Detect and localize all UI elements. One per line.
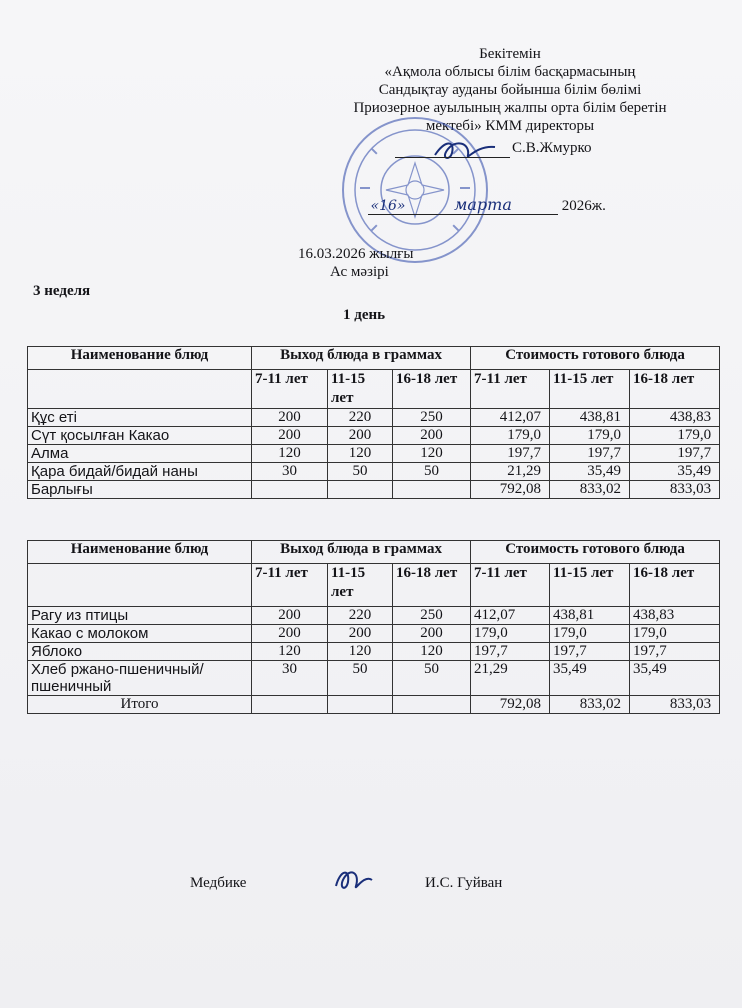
cost-cell: 197,7 (630, 643, 720, 661)
empty-cell (393, 481, 471, 499)
table-row (28, 445, 720, 463)
dish-name: Хлеб ржано-пшеничный/пшеничный (28, 661, 252, 696)
header-cost: Стоимость готового блюда (471, 541, 720, 564)
cost-cell: 35,49 (550, 661, 630, 696)
total-cost-cell: 833,02 (550, 481, 630, 499)
weight-cell: 200 (252, 427, 328, 445)
header-dish-name: Наименование блюд (28, 347, 252, 370)
cost-cell: 35,49 (630, 661, 720, 696)
weight-cell: 200 (393, 625, 471, 643)
weight-cell: 50 (393, 463, 471, 481)
weight-cell: 250 (393, 409, 471, 427)
cost-cell: 35,49 (550, 463, 630, 481)
cost-cell: 197,7 (471, 643, 550, 661)
empty-cell (28, 370, 252, 409)
director-name: С.В.Жмурко (512, 140, 592, 156)
age-header: 7-11 лет (252, 564, 328, 607)
approval-line-2: Сандықтау ауданы бойынша білім бөлімі (378, 82, 642, 98)
table-row (28, 463, 720, 481)
cost-cell: 412,07 (471, 409, 550, 427)
age-header: 7-11 лет (471, 564, 550, 607)
empty-cell (393, 696, 471, 714)
weight-cell: 120 (393, 445, 471, 463)
table-row (28, 661, 720, 696)
age-header: 11-15 лет (328, 370, 393, 409)
weight-cell: 120 (252, 643, 328, 661)
total-cost-cell: 792,08 (471, 696, 550, 714)
age-header: 11-15 лет (328, 564, 393, 607)
weight-cell: 220 (328, 409, 393, 427)
nurse-signature (330, 862, 375, 897)
table-row (28, 625, 720, 643)
cost-cell: 197,7 (471, 445, 550, 463)
weight-cell: 200 (252, 607, 328, 625)
approval-date-year: 2026ж. (561, 198, 606, 214)
total-cost-cell: 833,03 (630, 696, 720, 714)
approval-line-3: Приозерное ауылының жалпы орта білім беретін (353, 100, 667, 116)
table-row (28, 409, 720, 427)
cost-cell: 412,07 (471, 607, 550, 625)
weight-cell: 200 (393, 427, 471, 445)
cost-cell: 179,0 (471, 427, 550, 445)
dish-name: Сүт қосылған Какао (28, 427, 252, 445)
dish-name: Алма (28, 445, 252, 463)
cost-cell: 197,7 (550, 445, 630, 463)
weight-cell: 200 (328, 427, 393, 445)
cost-cell: 179,0 (550, 625, 630, 643)
empty-cell (252, 696, 328, 714)
cost-cell: 197,7 (630, 445, 720, 463)
menu-table-russian (27, 540, 720, 714)
weight-cell: 200 (328, 625, 393, 643)
nurse-role: Медбике (190, 875, 247, 891)
cost-cell: 35,49 (630, 463, 720, 481)
cost-cell: 179,0 (630, 427, 720, 445)
week-label: 3 неделя (33, 283, 91, 299)
weight-cell: 120 (393, 643, 471, 661)
empty-cell (28, 564, 252, 607)
weight-cell: 200 (252, 409, 328, 427)
approval-date-month: марта (408, 195, 558, 215)
cost-cell: 21,29 (471, 463, 550, 481)
day-label: 1 день (343, 307, 386, 323)
header-cost: Стоимость готового блюда (471, 347, 720, 370)
age-header: 16-18 лет (393, 370, 471, 409)
cost-cell: 179,0 (550, 427, 630, 445)
table-row (28, 427, 720, 445)
weight-cell: 50 (328, 463, 393, 481)
header-dish-name: Наименование блюд (28, 541, 252, 564)
total-cost-cell: 833,02 (550, 696, 630, 714)
table-row (28, 607, 720, 625)
cost-cell: 438,81 (550, 607, 630, 625)
dish-name: Қара бидай/бидай наны (28, 463, 252, 481)
approval-line-4: мектебі» КММ директоры (425, 118, 595, 134)
cost-cell: 438,83 (630, 607, 720, 625)
total-row (28, 696, 720, 714)
cost-cell: 179,0 (630, 625, 720, 643)
cost-cell: 438,81 (550, 409, 630, 427)
total-row (28, 481, 720, 499)
cost-cell: 21,29 (471, 661, 550, 696)
approval-date (368, 195, 606, 215)
weight-cell: 30 (252, 661, 328, 696)
age-header: 11-15 лет (550, 370, 630, 409)
dish-name: Рагу из птицы (28, 607, 252, 625)
approval-date-day: «16» (368, 198, 408, 215)
cost-cell: 179,0 (471, 625, 550, 643)
dish-name: Құс еті (28, 409, 252, 427)
approval-line-1: «Ақмола облысы білім басқармасының (384, 64, 636, 80)
empty-cell (328, 696, 393, 714)
age-header: 16-18 лет (630, 370, 720, 409)
weight-cell: 120 (328, 643, 393, 661)
empty-cell (328, 481, 393, 499)
age-header: 11-15 лет (550, 564, 630, 607)
menu-table-kazakh (27, 346, 720, 499)
dish-name: Яблоко (28, 643, 252, 661)
signature-blank (395, 140, 510, 158)
menu-date: 16.03.2026 жылғы (298, 246, 414, 262)
table-row (28, 643, 720, 661)
dish-name: Какао с молоком (28, 625, 252, 643)
total-label: Итого (28, 696, 252, 714)
total-cost-cell: 792,08 (471, 481, 550, 499)
empty-cell (252, 481, 328, 499)
nurse-name: И.С. Гуйван (425, 875, 503, 891)
weight-cell: 30 (252, 463, 328, 481)
cost-cell: 197,7 (550, 643, 630, 661)
age-header: 16-18 лет (630, 564, 720, 607)
cost-cell: 438,83 (630, 409, 720, 427)
age-header: 7-11 лет (471, 370, 550, 409)
director-line (395, 140, 591, 158)
menu-title: Ас мәзірі (330, 264, 389, 280)
age-header: 7-11 лет (252, 370, 328, 409)
header-weight: Выход блюда в граммах (252, 541, 471, 564)
header-weight: Выход блюда в граммах (252, 347, 471, 370)
weight-cell: 50 (393, 661, 471, 696)
total-label: Барлығы (28, 481, 252, 499)
total-cost-cell: 833,03 (630, 481, 720, 499)
weight-cell: 120 (328, 445, 393, 463)
weight-cell: 50 (328, 661, 393, 696)
approval-heading: Бекітемін (479, 46, 541, 62)
weight-cell: 200 (252, 625, 328, 643)
weight-cell: 120 (252, 445, 328, 463)
weight-cell: 220 (328, 607, 393, 625)
age-header: 16-18 лет (393, 564, 471, 607)
weight-cell: 250 (393, 607, 471, 625)
